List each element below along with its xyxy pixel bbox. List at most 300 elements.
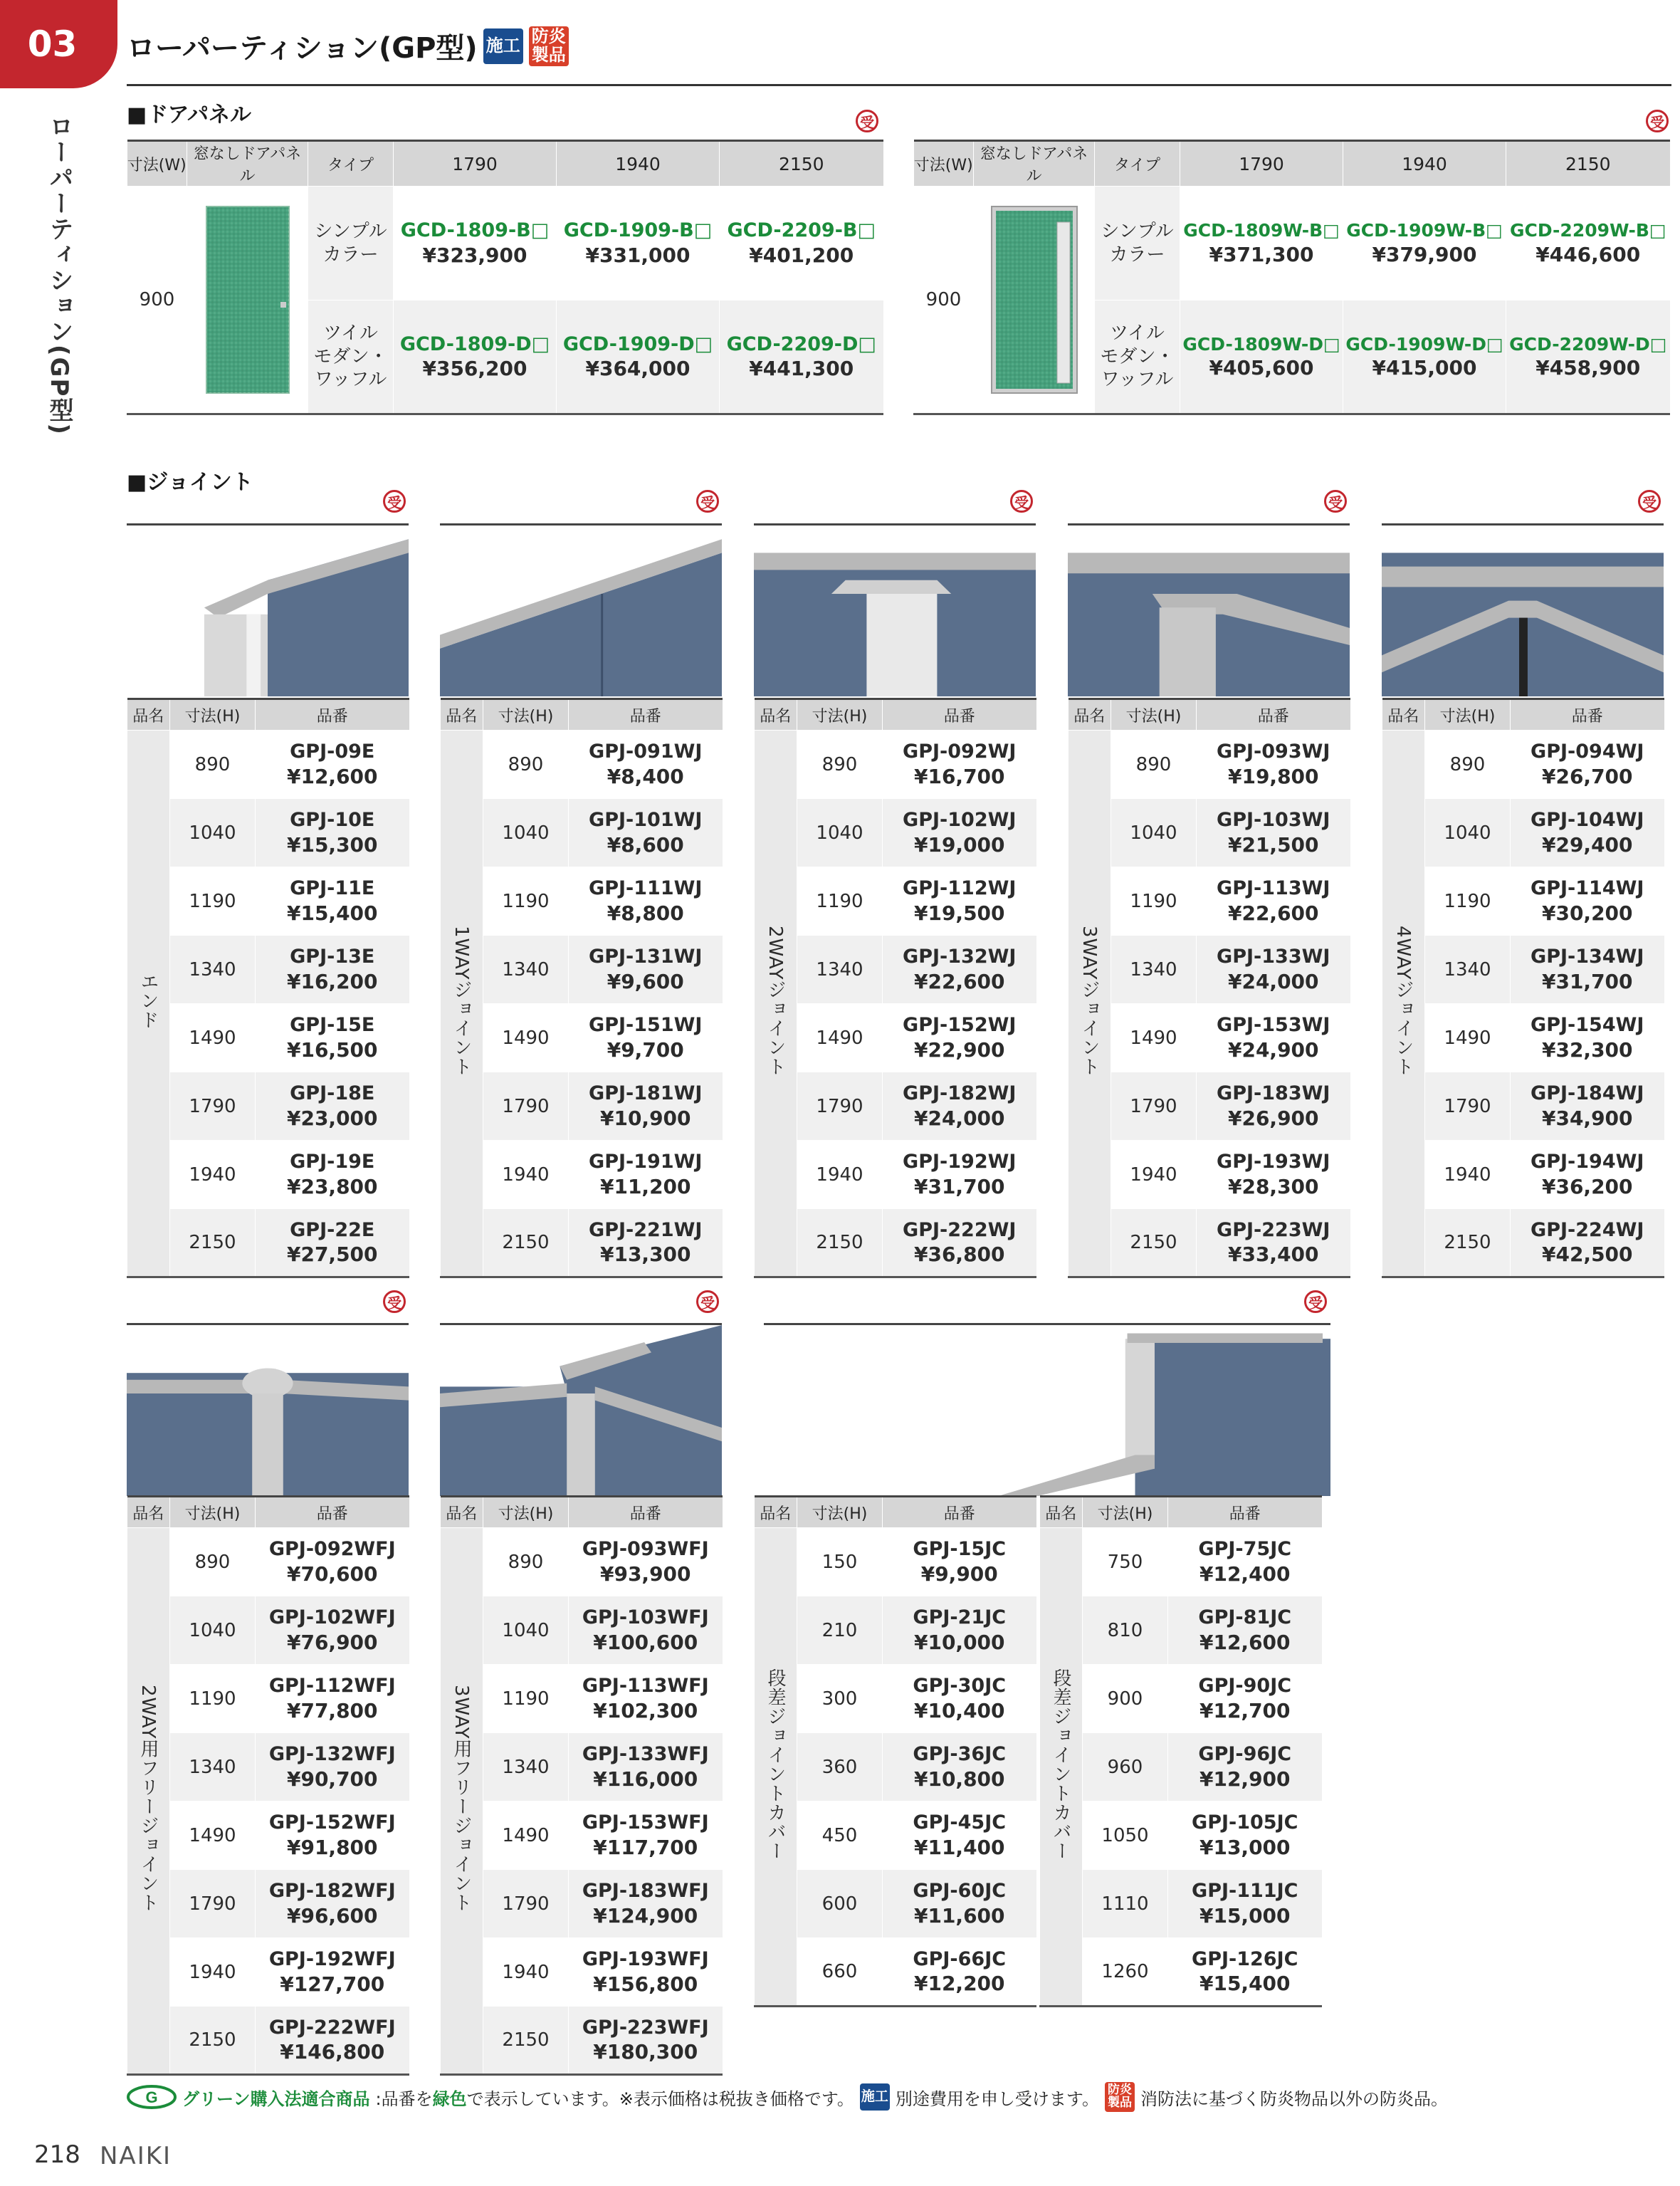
price: ¥10,800 bbox=[913, 1767, 1005, 1791]
product-cell bbox=[569, 1665, 723, 1733]
product-code: GPJ-75JC bbox=[1198, 1538, 1292, 1561]
uke-mark: 受 bbox=[1324, 490, 1347, 513]
product-cell bbox=[1197, 1004, 1350, 1072]
footer-note bbox=[127, 2082, 1448, 2112]
height-cell: 2150 bbox=[797, 1209, 883, 1277]
product-cell bbox=[1168, 1801, 1322, 1870]
joint-image bbox=[440, 525, 722, 696]
footer-green-word: 緑色 bbox=[432, 2088, 467, 2109]
price: ¥405,600 bbox=[1209, 356, 1314, 380]
height-cell: 1040 bbox=[170, 799, 256, 867]
uke-mark: 受 bbox=[383, 1290, 406, 1313]
price: ¥127,700 bbox=[280, 1972, 385, 1996]
price: ¥23,800 bbox=[286, 1174, 378, 1198]
price: ¥19,000 bbox=[913, 832, 1005, 857]
product-code: GPJ-96JC bbox=[1198, 1743, 1292, 1766]
type-line: モダン・ bbox=[313, 345, 388, 367]
product-code: GPJ-191WJ bbox=[589, 1151, 703, 1173]
product-code: GPJ-113WFJ bbox=[582, 1675, 709, 1698]
col-header: 品番 bbox=[883, 699, 1036, 731]
product-code: GCD-1809W-B□ bbox=[1183, 220, 1340, 241]
chapter-number: 03 bbox=[27, 23, 78, 65]
price: ¥96,600 bbox=[286, 1903, 378, 1928]
door-table-right bbox=[913, 140, 1670, 415]
price: ¥156,800 bbox=[593, 1972, 698, 1996]
product-cell bbox=[883, 1004, 1036, 1072]
height-cell: 890 bbox=[797, 731, 883, 799]
joint-image bbox=[754, 525, 1036, 696]
price: ¥24,000 bbox=[913, 1106, 1005, 1130]
price: ¥441,300 bbox=[749, 357, 854, 381]
product-code: GPJ-103WJ bbox=[1217, 809, 1330, 832]
uke-mark: 受 bbox=[1304, 1290, 1327, 1313]
page-title bbox=[127, 26, 569, 66]
uke-mark: 受 bbox=[1010, 490, 1033, 513]
height-cell: 1790 bbox=[1111, 1072, 1197, 1141]
joint-table bbox=[1068, 698, 1350, 1278]
price: ¥15,000 bbox=[1199, 1903, 1291, 1928]
col-header: 品名 bbox=[1382, 699, 1425, 731]
product-cell bbox=[1168, 1528, 1322, 1596]
height-cell: 1190 bbox=[797, 867, 883, 936]
type-line: ツイル bbox=[1110, 323, 1165, 345]
product-code: GCD-2209W-D□ bbox=[1509, 333, 1667, 355]
height-cell: 1790 bbox=[170, 1870, 256, 1938]
price: ¥33,400 bbox=[1227, 1243, 1319, 1267]
height-cell: 1190 bbox=[483, 1665, 569, 1733]
product-code: GPJ-152WFJ bbox=[268, 1811, 396, 1834]
col-header: 1790 bbox=[394, 141, 557, 187]
col-header: 1940 bbox=[1343, 141, 1506, 187]
product-cell bbox=[569, 1141, 723, 1209]
height-cell: 750 bbox=[1083, 1528, 1168, 1596]
price: ¥32,300 bbox=[1541, 1037, 1633, 1062]
product-code: GPJ-111JC bbox=[1192, 1880, 1298, 1903]
product-cell bbox=[569, 1209, 723, 1277]
price: ¥356,200 bbox=[422, 357, 527, 381]
product-cell bbox=[1197, 1072, 1350, 1141]
price: ¥9,900 bbox=[920, 1562, 998, 1586]
product-code: GPJ-154WJ bbox=[1531, 1014, 1644, 1037]
product-cell bbox=[569, 1870, 723, 1938]
price: ¥8,800 bbox=[607, 901, 684, 925]
product-code: GCD-1909W-D□ bbox=[1345, 333, 1503, 355]
price: ¥15,300 bbox=[286, 832, 378, 857]
product-cell bbox=[1511, 1141, 1664, 1209]
product-name: エンド bbox=[137, 972, 159, 1030]
product-cell bbox=[1511, 1209, 1664, 1277]
price: ¥10,900 bbox=[599, 1106, 691, 1130]
product-cell bbox=[256, 1596, 409, 1665]
price: ¥8,600 bbox=[607, 832, 684, 857]
height-cell: 1340 bbox=[483, 1733, 569, 1801]
product-code: GPJ-13E bbox=[290, 946, 375, 968]
height-cell: 1040 bbox=[170, 1596, 256, 1665]
product-cell bbox=[256, 936, 409, 1004]
product-cell bbox=[1511, 1072, 1664, 1141]
product-cell bbox=[1168, 1870, 1322, 1938]
height-cell: 360 bbox=[797, 1733, 883, 1801]
height-cell: 1340 bbox=[483, 936, 569, 1004]
product-cell bbox=[1180, 300, 1343, 414]
joint-image bbox=[440, 1325, 722, 1496]
height-cell: 1190 bbox=[1111, 867, 1197, 936]
product-code: GCD-2209-D□ bbox=[726, 333, 876, 355]
product-cell bbox=[1511, 799, 1664, 867]
col-header: 品番 bbox=[256, 1497, 409, 1528]
price: ¥12,700 bbox=[1199, 1698, 1291, 1722]
seko-badge: 施工 bbox=[483, 28, 523, 64]
product-cell bbox=[1197, 1209, 1350, 1277]
price: ¥36,800 bbox=[913, 1243, 1005, 1267]
product-cell bbox=[557, 187, 720, 300]
product-cell bbox=[883, 1072, 1036, 1141]
type-line: ツイル bbox=[323, 323, 378, 345]
product-code: GPJ-192WJ bbox=[903, 1151, 1017, 1173]
price: ¥15,400 bbox=[286, 901, 378, 925]
product-cell bbox=[394, 300, 557, 414]
product-cell bbox=[256, 1072, 409, 1141]
brand-name: NAIKI bbox=[100, 2142, 172, 2170]
door-panel-image bbox=[205, 205, 290, 394]
product-cell bbox=[720, 187, 883, 300]
height-cell: 960 bbox=[1083, 1733, 1168, 1801]
product-code: GPJ-15E bbox=[290, 1014, 375, 1037]
height-cell: 1490 bbox=[797, 1004, 883, 1072]
uke-mark: 受 bbox=[856, 110, 878, 132]
joint-table bbox=[754, 1495, 1036, 2007]
col-header: 1790 bbox=[1180, 141, 1343, 187]
product-code: GPJ-133WFJ bbox=[582, 1743, 709, 1766]
height-cell: 1940 bbox=[483, 1938, 569, 2007]
width-cell: 900 bbox=[914, 187, 974, 414]
height-cell: 600 bbox=[797, 1870, 883, 1938]
price: ¥8,400 bbox=[607, 764, 684, 788]
col-header: 寸法(W) bbox=[914, 141, 974, 187]
product-name: 段差ジョイントカバー bbox=[765, 1668, 786, 1861]
price: ¥34,900 bbox=[1541, 1106, 1633, 1130]
product-code: GPJ-112WJ bbox=[903, 877, 1017, 900]
height-cell: 2150 bbox=[1111, 1209, 1197, 1277]
joint-table bbox=[127, 1495, 409, 2076]
product-cell bbox=[883, 936, 1036, 1004]
product-code: GPJ-153WFJ bbox=[582, 1811, 709, 1834]
product-code: GPJ-153WJ bbox=[1217, 1014, 1330, 1037]
product-cell bbox=[256, 799, 409, 867]
col-header: 品名 bbox=[1040, 1497, 1083, 1528]
product-cell bbox=[1197, 1141, 1350, 1209]
height-cell: 1790 bbox=[1425, 1072, 1511, 1141]
product-code: GPJ-221WJ bbox=[589, 1218, 703, 1241]
product-code: GPJ-22E bbox=[290, 1218, 375, 1241]
price: ¥371,300 bbox=[1209, 242, 1314, 266]
type-line: カラー bbox=[322, 244, 379, 266]
seko-badge: 施工 bbox=[860, 2083, 890, 2111]
price: ¥26,700 bbox=[1541, 764, 1633, 788]
product-cell bbox=[883, 1141, 1036, 1209]
joint-table bbox=[1039, 1495, 1322, 2007]
product-cell bbox=[883, 1209, 1036, 1277]
price: ¥124,900 bbox=[593, 1903, 698, 1928]
product-cell bbox=[569, 1596, 723, 1665]
height-cell: 1040 bbox=[483, 799, 569, 867]
price: ¥116,000 bbox=[593, 1767, 698, 1791]
uke-mark: 受 bbox=[1646, 110, 1669, 132]
joint-table bbox=[127, 698, 409, 1278]
height-cell: 1940 bbox=[170, 1141, 256, 1209]
height-cell: 1040 bbox=[1425, 799, 1511, 867]
product-cell bbox=[569, 1072, 723, 1141]
product-code: GCD-1809-D□ bbox=[399, 333, 550, 355]
product-code: GPJ-103WFJ bbox=[582, 1606, 709, 1629]
green-label: グリーン購入法適合商品 bbox=[182, 2088, 370, 2109]
product-code: GPJ-105JC bbox=[1192, 1811, 1298, 1834]
height-cell: 1940 bbox=[170, 1938, 256, 2007]
height-cell: 1940 bbox=[1111, 1141, 1197, 1209]
product-code: GPJ-11E bbox=[290, 877, 375, 900]
col-header: 2150 bbox=[1506, 141, 1670, 187]
price: ¥13,300 bbox=[599, 1243, 691, 1267]
product-code: GPJ-184WJ bbox=[1531, 1082, 1644, 1105]
bosai-badge bbox=[529, 26, 569, 66]
col-header: 寸法(W) bbox=[127, 141, 187, 187]
height-cell: 1340 bbox=[1111, 936, 1197, 1004]
product-cell bbox=[1180, 187, 1343, 300]
bosai-line1: 防炎 bbox=[1108, 2083, 1132, 2098]
price: ¥379,900 bbox=[1372, 242, 1477, 266]
product-code: GPJ-183WJ bbox=[1217, 1082, 1330, 1105]
door-section-title: ■ドアパネル bbox=[127, 103, 252, 127]
product-cell bbox=[1506, 187, 1670, 300]
price: ¥70,600 bbox=[286, 1562, 378, 1586]
product-code: GPJ-104WJ bbox=[1531, 809, 1644, 832]
height-cell: 1940 bbox=[797, 1141, 883, 1209]
product-code: GPJ-223WFJ bbox=[582, 2016, 709, 2039]
height-cell: 2150 bbox=[1425, 1209, 1511, 1277]
col-header: 品番 bbox=[1168, 1497, 1322, 1528]
price: ¥90,700 bbox=[286, 1767, 378, 1791]
height-cell: 1490 bbox=[170, 1004, 256, 1072]
product-code: GPJ-111WJ bbox=[589, 877, 703, 900]
price: ¥77,800 bbox=[286, 1698, 378, 1722]
product-code: GCD-1809-B□ bbox=[400, 219, 550, 242]
product-cell bbox=[1511, 1004, 1664, 1072]
joint-table bbox=[440, 698, 723, 1278]
product-code: GPJ-182WJ bbox=[903, 1082, 1017, 1105]
product-cell bbox=[569, 1801, 723, 1870]
height-cell: 2150 bbox=[170, 2007, 256, 2075]
svg-text:G: G bbox=[145, 2088, 158, 2106]
product-code: GPJ-093WFJ bbox=[582, 1538, 709, 1561]
col-header: 品名 bbox=[755, 1497, 797, 1528]
price: ¥26,900 bbox=[1227, 1106, 1319, 1130]
col-header: 寸法(H) bbox=[1083, 1497, 1168, 1528]
joint-image bbox=[764, 1325, 1330, 1496]
product-code: GPJ-101WJ bbox=[589, 809, 703, 832]
product-name-cell bbox=[1040, 1528, 1083, 2007]
product-cell bbox=[569, 1733, 723, 1801]
height-cell: 1790 bbox=[483, 1870, 569, 1938]
product-code: GPJ-131WJ bbox=[589, 946, 703, 968]
height-cell: 1190 bbox=[170, 1665, 256, 1733]
price: ¥19,500 bbox=[913, 901, 1005, 925]
height-cell: 1190 bbox=[483, 867, 569, 936]
price: ¥102,300 bbox=[593, 1698, 698, 1722]
type-line: シンプル bbox=[1101, 221, 1174, 242]
bosai-badge bbox=[1105, 2082, 1135, 2112]
footer-seko-text: 別途費用を申し受けます。 bbox=[895, 2088, 1099, 2109]
product-code: GPJ-45JC bbox=[913, 1811, 1007, 1834]
footer-text: :品番を bbox=[375, 2088, 433, 2109]
product-cell bbox=[1197, 936, 1350, 1004]
product-name-cell bbox=[127, 731, 170, 1277]
product-code: GPJ-222WJ bbox=[903, 1218, 1017, 1241]
uke-mark: 受 bbox=[696, 490, 719, 513]
price: ¥76,900 bbox=[286, 1630, 378, 1654]
product-cell bbox=[883, 1938, 1036, 2007]
page-title-text: ローパーティション(GP型) bbox=[127, 32, 478, 65]
height-cell: 1490 bbox=[483, 1004, 569, 1072]
price: ¥42,500 bbox=[1541, 1243, 1633, 1267]
col-header: タイプ bbox=[308, 141, 394, 187]
price: ¥180,300 bbox=[593, 2040, 698, 2064]
product-code: GPJ-36JC bbox=[913, 1743, 1007, 1766]
product-code: GPJ-193WFJ bbox=[582, 1948, 709, 1971]
product-cell bbox=[883, 731, 1036, 799]
product-cell bbox=[1168, 1665, 1322, 1733]
price: ¥91,800 bbox=[286, 1835, 378, 1859]
height-cell: 150 bbox=[797, 1528, 883, 1596]
product-cell bbox=[394, 187, 557, 300]
product-cell bbox=[883, 1870, 1036, 1938]
price: ¥446,600 bbox=[1535, 242, 1641, 266]
height-cell: 1260 bbox=[1083, 1938, 1168, 2007]
product-cell bbox=[256, 1004, 409, 1072]
price: ¥11,200 bbox=[599, 1174, 691, 1198]
product-cell bbox=[256, 1528, 409, 1596]
product-cell bbox=[883, 867, 1036, 936]
product-name: 1WAYジョイント bbox=[451, 925, 472, 1077]
product-cell bbox=[256, 1209, 409, 1277]
product-cell bbox=[883, 1665, 1036, 1733]
product-cell bbox=[569, 936, 723, 1004]
product-cell bbox=[883, 1528, 1036, 1596]
col-header: 品名 bbox=[1069, 699, 1111, 731]
height-cell: 890 bbox=[483, 731, 569, 799]
product-code: GPJ-134WJ bbox=[1531, 946, 1644, 968]
product-cell bbox=[569, 731, 723, 799]
col-header: 品番 bbox=[883, 1497, 1036, 1528]
col-header: 寸法(H) bbox=[170, 699, 256, 731]
col-header: 2150 bbox=[720, 141, 883, 187]
product-cell bbox=[1511, 867, 1664, 936]
height-cell: 1110 bbox=[1083, 1870, 1168, 1938]
joint-image bbox=[127, 525, 409, 696]
product-cell bbox=[557, 300, 720, 414]
height-cell: 2150 bbox=[170, 1209, 256, 1277]
product-code: GPJ-112WFJ bbox=[268, 1675, 396, 1698]
door-panel-window-image bbox=[990, 205, 1078, 394]
col-header: 品名 bbox=[441, 699, 483, 731]
price: ¥100,600 bbox=[593, 1630, 698, 1654]
joint-table bbox=[754, 698, 1036, 1278]
joint-section-title: ■ジョイント bbox=[127, 470, 253, 495]
price: ¥12,600 bbox=[286, 764, 378, 788]
product-code: GCD-2209-B□ bbox=[727, 219, 876, 242]
price: ¥16,200 bbox=[286, 969, 378, 993]
product-cell bbox=[1168, 1596, 1322, 1665]
price: ¥16,700 bbox=[913, 764, 1005, 788]
price: ¥12,600 bbox=[1199, 1630, 1291, 1654]
price: ¥22,600 bbox=[1227, 901, 1319, 925]
height-cell: 810 bbox=[1083, 1596, 1168, 1665]
height-cell: 1940 bbox=[1425, 1141, 1511, 1209]
price: ¥22,600 bbox=[913, 969, 1005, 993]
product-cell bbox=[883, 1596, 1036, 1665]
col-header: 品名 bbox=[441, 1497, 483, 1528]
price: ¥364,000 bbox=[585, 357, 691, 381]
door-table-left bbox=[127, 140, 883, 415]
product-cell bbox=[256, 1733, 409, 1801]
joint-image bbox=[1068, 525, 1350, 696]
product-name-cell bbox=[1069, 731, 1111, 1277]
price: ¥30,200 bbox=[1541, 901, 1633, 925]
uke-mark: 受 bbox=[696, 1290, 719, 1313]
price: ¥415,000 bbox=[1372, 356, 1477, 380]
product-code: GPJ-113WJ bbox=[1217, 877, 1330, 900]
price: ¥146,800 bbox=[280, 2040, 385, 2064]
side-title: ローパーティション(GP型) bbox=[45, 114, 73, 436]
product-code: GPJ-114WJ bbox=[1531, 877, 1644, 900]
footer-bosai-text: 消防法に基づく防炎物品以外の防炎品。 bbox=[1140, 2088, 1448, 2109]
price: ¥323,900 bbox=[422, 243, 527, 267]
title-rule bbox=[127, 84, 1671, 86]
product-code: GCD-2209W-B□ bbox=[1509, 220, 1666, 241]
product-code: GPJ-30JC bbox=[913, 1675, 1007, 1698]
height-cell: 660 bbox=[797, 1938, 883, 2007]
footer-text: で表示しています。※表示価格は税抜き価格です。 bbox=[466, 2088, 854, 2109]
height-cell: 1940 bbox=[483, 1141, 569, 1209]
col-header: 品番 bbox=[1511, 699, 1664, 731]
type-line: ワッフル bbox=[1101, 369, 1174, 391]
price: ¥13,000 bbox=[1199, 1835, 1291, 1859]
col-header: 寸法(H) bbox=[1111, 699, 1197, 731]
product-code: GPJ-133WJ bbox=[1217, 946, 1330, 968]
col-header: 窓なしドアパネル bbox=[187, 141, 308, 187]
price: ¥27,500 bbox=[286, 1243, 378, 1267]
product-code: GPJ-19E bbox=[290, 1151, 375, 1173]
product-code: GCD-1909-D□ bbox=[562, 333, 713, 355]
product-cell bbox=[720, 300, 883, 414]
col-header: 寸法(H) bbox=[797, 1497, 883, 1528]
type-line: カラー bbox=[1109, 244, 1165, 266]
product-cell bbox=[569, 1938, 723, 2007]
type-cell bbox=[1095, 300, 1180, 414]
product-code: GPJ-102WFJ bbox=[268, 1606, 396, 1629]
price: ¥93,900 bbox=[599, 1562, 691, 1586]
price: ¥10,400 bbox=[913, 1698, 1005, 1722]
height-cell: 1050 bbox=[1083, 1801, 1168, 1870]
price: ¥23,000 bbox=[286, 1106, 378, 1130]
height-cell: 890 bbox=[1111, 731, 1197, 799]
door-image-cell bbox=[187, 187, 308, 414]
bosai-line2: 製品 bbox=[1108, 2096, 1132, 2110]
type-cell bbox=[308, 187, 394, 300]
product-code: GPJ-094WJ bbox=[1531, 741, 1644, 763]
product-code: GPJ-21JC bbox=[913, 1606, 1007, 1629]
col-header: 1940 bbox=[557, 141, 720, 187]
type-cell bbox=[308, 300, 394, 414]
